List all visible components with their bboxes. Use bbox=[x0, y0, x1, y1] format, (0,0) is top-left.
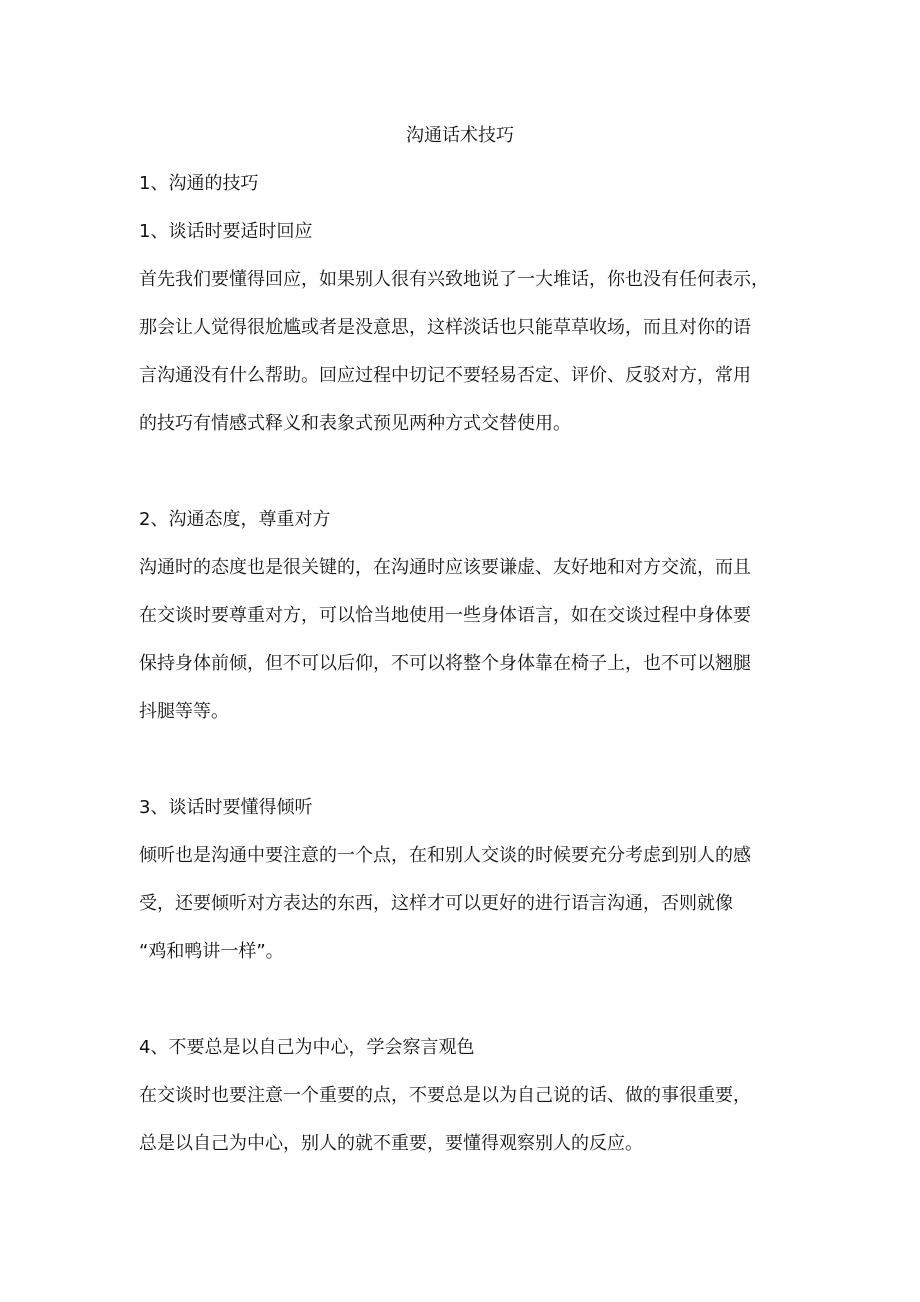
section-2-line-1: 沟通时的态度也是很关键的，在沟通时应该要谦虚、友好地和对方交流，而且 bbox=[139, 557, 751, 578]
section-1-line-1: 首先我们要懂得回应，如果别人很有兴致地说了一大堆话，你也没有任何表示， bbox=[139, 269, 769, 290]
section-3-line-1: 倾听也是沟通中要注意的一个点，在和别人交谈的时候要充分考虑到别人的感 bbox=[139, 845, 751, 866]
section-1-line-2: 那会让人觉得很尬尴或者是没意思，这样淡话也只能草草收场，而且对你的语 bbox=[139, 317, 751, 338]
section-3-heading: 3、谈话时要懂得倾听 bbox=[139, 797, 313, 818]
section-1-line-4: 的技巧有情感式释义和表象式预见两种方式交替使用。 bbox=[139, 413, 571, 434]
section-2-line-3: 保持身体前倾，但不可以后仰，不可以将整个身体靠在椅子上，也不可以翘腿 bbox=[139, 653, 751, 674]
section-2-line-2: 在交谈时要尊重对方，可以恰当地使用一些身体语言，如在交谈过程中身体要 bbox=[139, 605, 751, 626]
section-3-line-2: 受，还要倾听对方表达的东西，这样才可以更好的进行语言沟通，否则就像 bbox=[139, 893, 733, 914]
section-2-heading: 2、沟通态度，尊重对方 bbox=[139, 509, 331, 530]
section-3-line-3: “鸡和鸭讲一样”。 bbox=[139, 941, 284, 962]
main-heading: 1、沟通的技巧 bbox=[139, 173, 259, 194]
section-1-heading: 1、谈话时要适时回应 bbox=[139, 221, 313, 242]
document-title: 沟通话术技巧 bbox=[406, 125, 514, 146]
section-1-line-3: 言沟通没有什么帮助。回应过程中切记不要轻易否定、评价、反驳对方，常用 bbox=[139, 365, 751, 386]
section-4-line-2: 总是以自己为中心，别人的就不重要，要懂得观察别人的反应。 bbox=[139, 1133, 643, 1154]
section-4-heading: 4、不要总是以自己为中心，学会察言观色 bbox=[139, 1037, 475, 1058]
section-4-line-1: 在交谈时也要注意一个重要的点，不要总是以为自己说的话、做的事很重要， bbox=[139, 1085, 751, 1106]
section-2-line-4: 抖腿等等。 bbox=[139, 701, 229, 722]
